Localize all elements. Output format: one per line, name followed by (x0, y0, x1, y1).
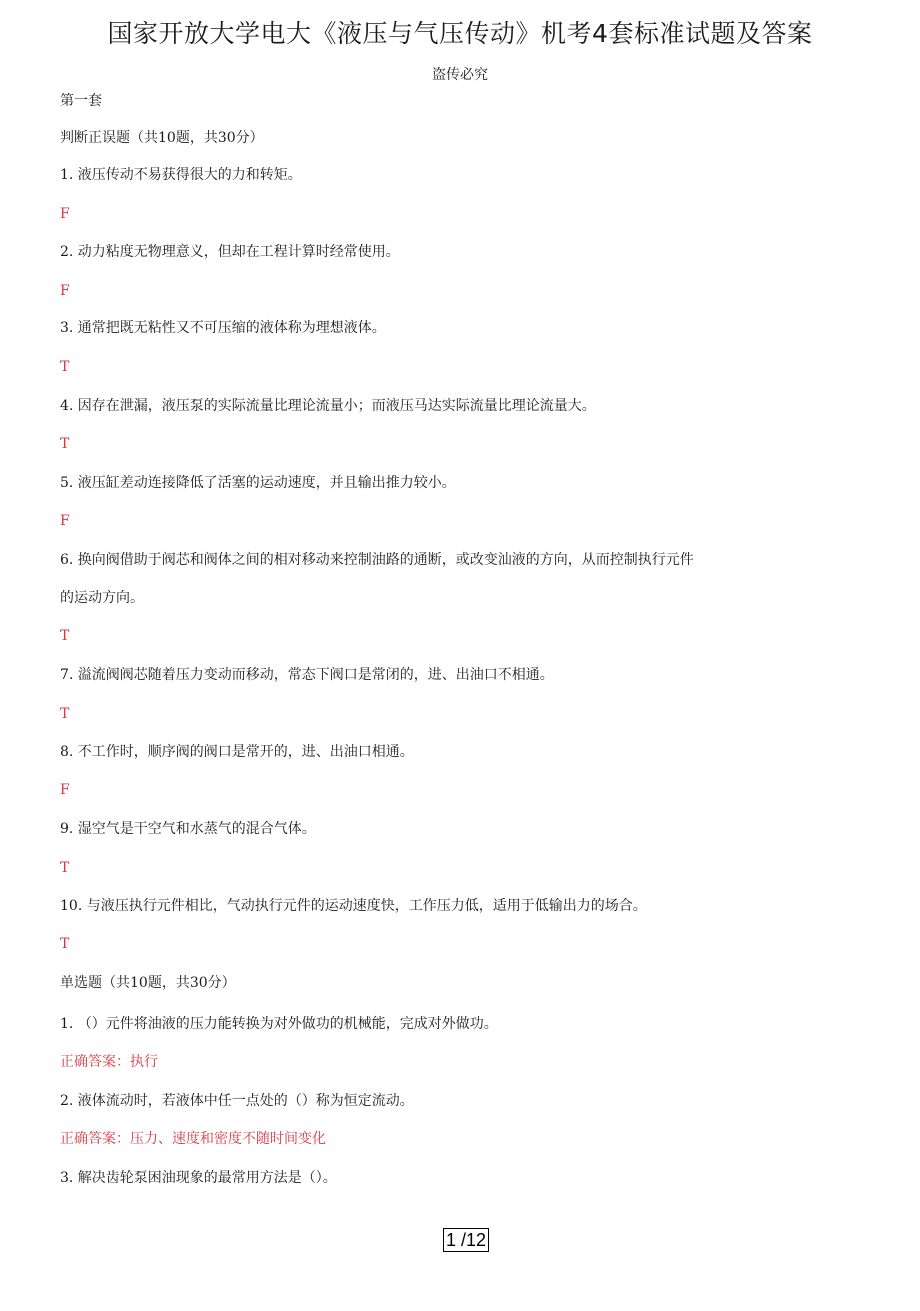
judge-answer-7: T (60, 706, 70, 722)
judge-answer-3: T (60, 359, 70, 375)
judge-question-10: 10. 与液压执行元件相比，气动执行元件的运动速度快，工作压力低，适用于低输出力的场合。 (60, 898, 647, 914)
single-answer-2: 正确答案：压力、速度和密度不随时间变化 (60, 1131, 326, 1147)
judge-answer-9: T (60, 860, 70, 876)
judge-question-5: 5. 液压缸差动连接降低了活塞的运动速度，并且输出推力较小。 (60, 475, 456, 491)
single-question-3: 3. 解决齿轮泵困油现象的最常用方法是（）。 (60, 1170, 337, 1186)
judge-answer-10: T (60, 936, 70, 952)
single-question-1: 1. （）元件将油液的压力能转换为对外做功的机械能，完成对外做功。 (60, 1016, 498, 1032)
judge-question-6: 6. 换向阀借助于阀芯和阀体之间的相对移动来控制油路的通断，或改变汕液的方向，从而控制执行元件 (60, 552, 694, 568)
judge-question-7: 7. 溢流阀阀芯随着压力变动而移动，常态下阀口是常闭的，进、出油口不相通。 (60, 667, 554, 683)
judge-answer-4: T (60, 436, 70, 452)
single-question-2: 2. 液体流动时，若液体中任一点处的（）称为恒定流动。 (60, 1093, 414, 1109)
judge-answer-6: T (60, 628, 70, 644)
judge-question-1: 1. 液压传动不易获得很大的力和转矩。 (60, 167, 302, 183)
set-label: 第一套 (60, 93, 102, 109)
judge-question-6-continued: 的运动方向。 (60, 590, 144, 606)
judge-answer-8: F (60, 782, 70, 798)
judge-question-3: 3. 通常把既无粘性又不可压缩的液体称为理想液体。 (60, 320, 386, 336)
document-subtitle: 盗传必究 (432, 67, 488, 83)
single-answer-1: 正确答案：执行 (60, 1054, 158, 1070)
document-title: 国家开放大学电大《液压与气压传动》机考4套标准试题及答案 (107, 19, 813, 48)
judge-question-4: 4. 因存在泄漏，液压泵的实际流量比理论流量小；而液压马达实际流量比理论流量大。 (60, 398, 596, 414)
judge-question-2: 2. 动力粘度无物理意义，但却在工程计算时经常使用。 (60, 244, 400, 260)
judge-answer-5: F (60, 513, 70, 529)
single-section-heading: 单选题（共10题，共30分） (60, 975, 236, 991)
judge-question-9: 9. 湿空气是干空气和水蒸气的混合气体。 (60, 821, 316, 837)
judge-section-heading: 判断正误题（共10题，共30分） (60, 130, 264, 146)
judge-answer-1: F (60, 206, 70, 222)
page-number: 1 /12 (443, 1228, 489, 1252)
judge-answer-2: F (60, 283, 70, 299)
judge-question-8: 8. 不工作时，顺序阀的阀口是常开的，进、出油口相通。 (60, 744, 414, 760)
